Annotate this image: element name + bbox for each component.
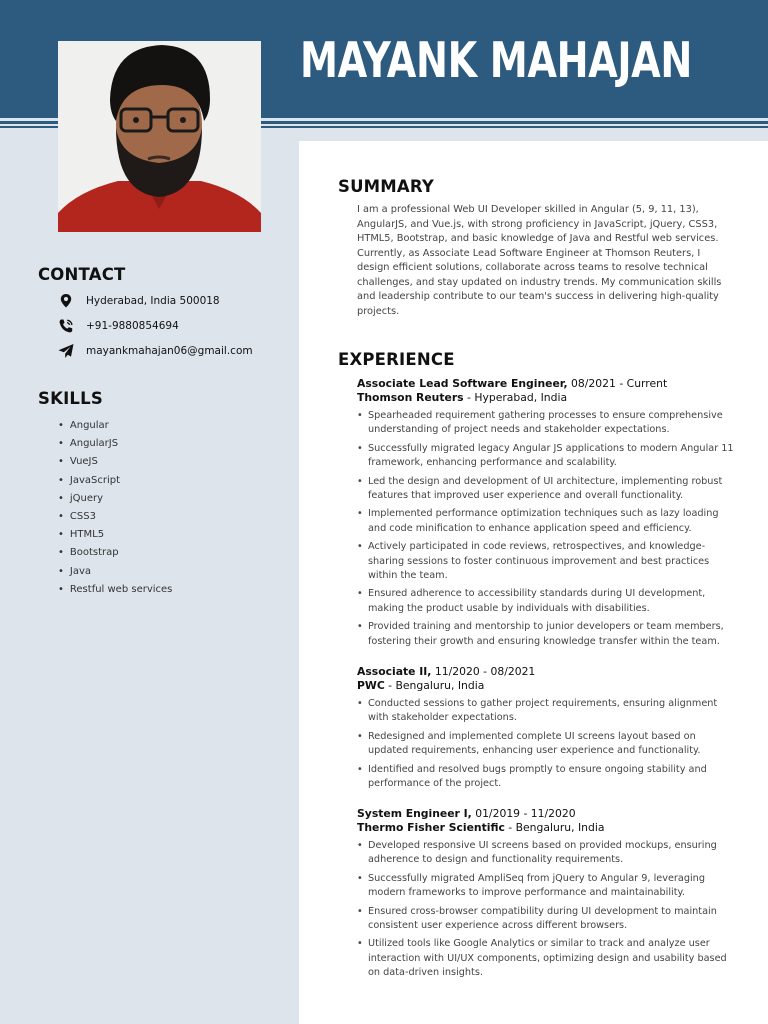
skill-item: • Restful web services [58, 582, 172, 600]
job-bullet: • Successfully migrated AmpliSeq from jQuery to Angular 9, leveraging modern frameworks to improve performance and maintainability. [357, 872, 735, 901]
job-company-line [357, 391, 737, 405]
job-role: Associate Lead Software Engineer, [357, 377, 568, 390]
job-bullet: • Redesigned and implemented complete UI screens layout based on updated requirements, enhancing user experience and functionality. [357, 730, 735, 759]
job-dates: 11/2020 - 08/2021 [431, 665, 536, 678]
job-bullet: • Provided training and mentorship to junior developers or team members, fostering their growth and ensuring knowledge transfer within the team. [357, 620, 735, 649]
experience-heading: EXPERIENCE [338, 350, 455, 369]
job-location: - Bengaluru, India [384, 679, 485, 692]
job-company: Thermo Fisher Scientific [357, 821, 505, 834]
job-bullet: • Utilized tools like Google Analytics or similar to track and analyze user interaction with UI/UX components, optimizing design and usability based on data-driven insights. [357, 937, 735, 980]
skill-item: • HTML5 [58, 527, 172, 545]
skill-item: • JavaScript [58, 473, 172, 491]
skills-heading: SKILLS [38, 389, 103, 408]
job-dates: 01/2019 - 11/2020 [471, 807, 576, 820]
job-company-line [357, 679, 737, 693]
job-role: Associate II, [357, 665, 432, 678]
skill-item: • jQuery [58, 491, 172, 509]
job-bullets [357, 697, 737, 791]
job-entry [357, 807, 737, 985]
skill-item: • Bootstrap [58, 545, 172, 563]
job-location: - Bengaluru, India [504, 821, 605, 834]
contact-phone[interactable] [56, 313, 286, 338]
job-bullets [357, 839, 737, 981]
skill-item: • VueJS [58, 454, 172, 472]
job-entry [357, 377, 737, 653]
skill-item: • Java [58, 564, 172, 582]
job-bullet: • Spearheaded requirement gathering processes to ensure comprehensive understanding of project needs and stakeholder expectations. [357, 409, 735, 438]
job-company: PWC [357, 679, 385, 692]
job-title-line [357, 377, 737, 391]
job-role: System Engineer I, [357, 807, 472, 820]
job-bullet: • Conducted sessions to gather project requirements, ensuring alignment with stakeholder expectations. [357, 697, 735, 726]
skill-item: • Angular [58, 418, 172, 436]
contact-address [56, 288, 286, 313]
send-icon [56, 342, 76, 360]
job-entry [357, 665, 737, 795]
job-bullet: • Actively participated in code reviews, retrospectives, and knowledge-sharing sessions to foster continuous improvement and best practices within the team. [357, 540, 735, 583]
job-title-line [357, 665, 737, 679]
email-link[interactable]: mayankmahajan06@gmail.com [86, 344, 253, 357]
contact-email[interactable] [56, 338, 286, 363]
job-bullet: • Developed responsive UI screens based on provided mockups, ensuring adherence to design and functionality requirements. [357, 839, 735, 868]
job-bullet: • Ensured cross-browser compatibility during UI development to maintain consistent user experience across different browsers. [357, 905, 735, 934]
job-company-line [357, 821, 737, 835]
job-bullet: • Identified and resolved bugs promptly to ensure ongoing stability and performance of the project. [357, 763, 735, 792]
phone-icon [56, 317, 76, 335]
job-location: - Hyperabad, India [463, 391, 568, 404]
profile-photo [58, 41, 261, 232]
contact-heading: CONTACT [38, 265, 126, 284]
job-bullet: • Implemented performance optimization techniques such as lazy loading and code minification to enhance application speed and efficiency. [357, 507, 735, 536]
contact-list [56, 288, 286, 363]
phone-text[interactable]: +91-9880854694 [86, 319, 179, 332]
job-bullet: • Ensured adherence to accessibility standards during UI development, making the product usable by individuals with disabilities. [357, 587, 735, 616]
location-pin-icon [56, 292, 76, 310]
address-text: Hyderabad, India 500018 [86, 294, 220, 307]
job-dates: 08/2021 - Current [567, 377, 668, 390]
job-title-line [357, 807, 737, 821]
summary-paragraph: I am a professional Web UI Developer skilled in Angular (5, 9, 11, 13), AngularJS, and Vue.js, with strong proficiency in JavaScript, jQuery, CSS3, HTML5, Bootstrap, and basic knowledge of Java and Restful web services. Currently, as Associate Lead Software Engineer at Thomson Reuters, I design efficient solutions, collaborate across teams to resolve technical challenges, and stay updated on industry trends. My communication skills and leadership contribute to our team's success in delivering high-quality projects. [357, 204, 722, 317]
summary-heading: SUMMARY [338, 177, 435, 196]
job-bullets [357, 409, 737, 649]
person-photo-icon [58, 41, 261, 232]
skill-item: • AngularJS [58, 436, 172, 454]
job-company: Thomson Reuters [357, 391, 464, 404]
job-bullet: • Led the design and development of UI architecture, implementing robust features that improved user experience and overall functionality. [357, 475, 735, 504]
job-bullet: • Successfully migrated legacy Angular JS applications to modern Angular 11 framework, enhancing performance and scalability. [357, 442, 735, 471]
skill-item: • CSS3 [58, 509, 172, 527]
candidate-name: MAYANK MAHAJAN [300, 32, 692, 89]
skills-list [58, 418, 172, 600]
